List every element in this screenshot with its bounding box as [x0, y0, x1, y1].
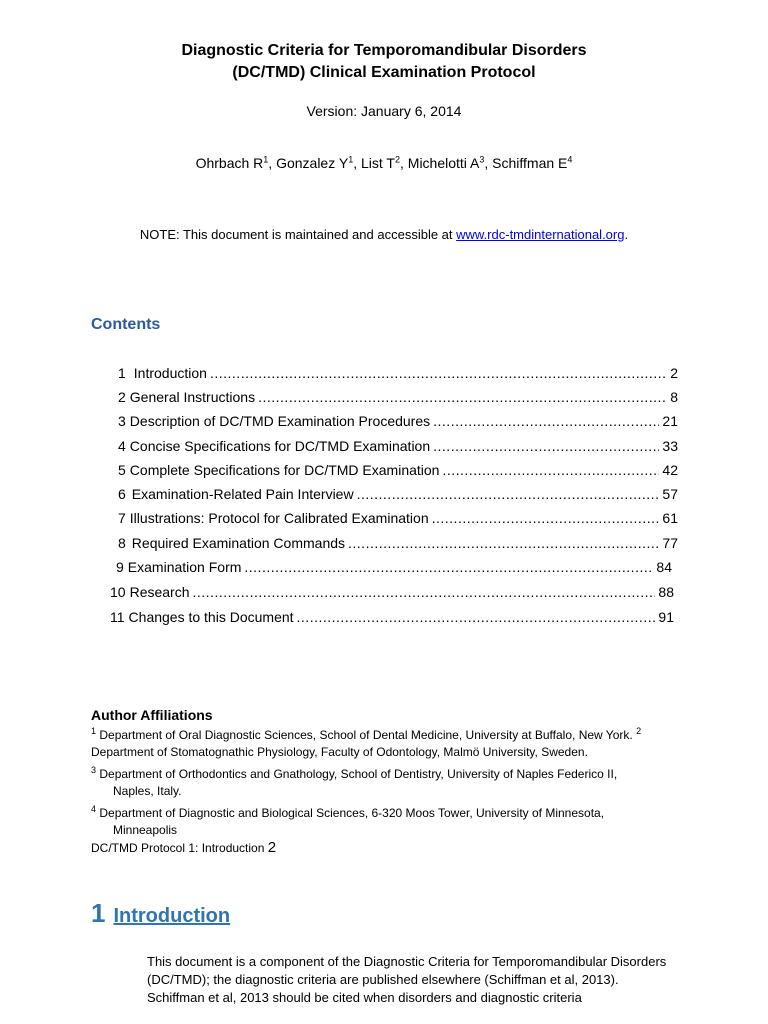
- toc-entry[interactable]: 2 General Instructions ..... 8: [118, 389, 678, 409]
- note-line: NOTE: This document is maintained and accessible at www.rdc-tmdinternational.org.: [139, 227, 629, 242]
- section-title[interactable]: Introduction: [113, 905, 231, 927]
- toc-entry[interactable]: 9 Examination Form ..... 84: [116, 559, 672, 579]
- intro-paragraph: This document is a component of the Diagnostic Criteria for Temporomandibular Disorders (DC/TMD); the diagnostic criteria are published elsewhere (Schiffman et al, 2013). Schiffman et al, 2013 should be cited when disorders and diagnostic criteria: [147, 954, 667, 1005]
- toc-entry[interactable]: 3 Description of DC/TMD Examination Procedures ..... 21: [118, 413, 678, 433]
- affiliation-1-2: $^1$ Department of Oral Diagnostic Sciences, School of Dental Medicine, University at Buffalo, New York. $^2$ Department of Stomatognathic Physiology, Faculty of Odontology, Malmö University, Sweden.: [91, 726, 642, 759]
- toc-entry[interactable]: 7 Illustrations: Protocol for Calibrated Examination ..... 61: [118, 510, 678, 530]
- title-line-1: Diagnostic Criteria for Temporomandibular Disorders: [181, 42, 587, 59]
- author: Schiffman $E^4$: [492, 154, 573, 171]
- toc-entry[interactable]: 8 Required Examination Commands ..... 77: [118, 535, 678, 555]
- title-line-2: (DC/TMD) Clinical Examination Protocol: [232, 64, 536, 81]
- affiliation-4: $^4$ Department of Diagnostic and Biological Sciences, 6-320 Moos Tower, University of Minnesota, Minneapolis: [91, 804, 605, 837]
- toc-entry[interactable]: 10 Research ..... 88: [110, 584, 674, 604]
- toc-entry[interactable]: 4 Concise Specifications for DC/TMD Examination ..... 33: [118, 438, 678, 458]
- affiliations-heading: Author Affiliations: [91, 707, 213, 723]
- version-line: Version: January 6, 2014: [306, 103, 462, 119]
- footer-page-number: 2: [267, 839, 277, 856]
- section-number: 1: [91, 898, 106, 928]
- page-footer: DC/TMD Protocol 1: Introduction 2: [91, 839, 277, 856]
- affiliation-3: $^3$ Department of Orthodontics and Gnathology, School of Dentistry, University of Naples Federico II, Naples, Italy.: [91, 765, 618, 798]
- contents-heading: Contents: [91, 316, 161, 333]
- toc-entry[interactable]: 6 Examination-Related Pain Interview ..... 57: [118, 486, 678, 506]
- toc-entry[interactable]: 1 Introduction ..... 2: [118, 365, 678, 385]
- website-link[interactable]: www.rdc-tmdinternational.org: [456, 227, 625, 242]
- section-heading: [91, 898, 230, 929]
- document-title: [0, 40, 768, 84]
- author: List $T^2$,: [361, 154, 408, 171]
- authors-line: [0, 155, 768, 171]
- author: Gonzalez $Y^1$,: [276, 154, 361, 171]
- toc-entry[interactable]: 11 Changes to this Document ..... 91: [110, 609, 674, 629]
- toc-entry[interactable]: 5 Complete Specifications for DC/TMD Examination ..... 42: [118, 462, 678, 482]
- author: Michelotti $A^3$,: [407, 154, 493, 171]
- author: Ohrbach $R^1$,: [195, 154, 277, 171]
